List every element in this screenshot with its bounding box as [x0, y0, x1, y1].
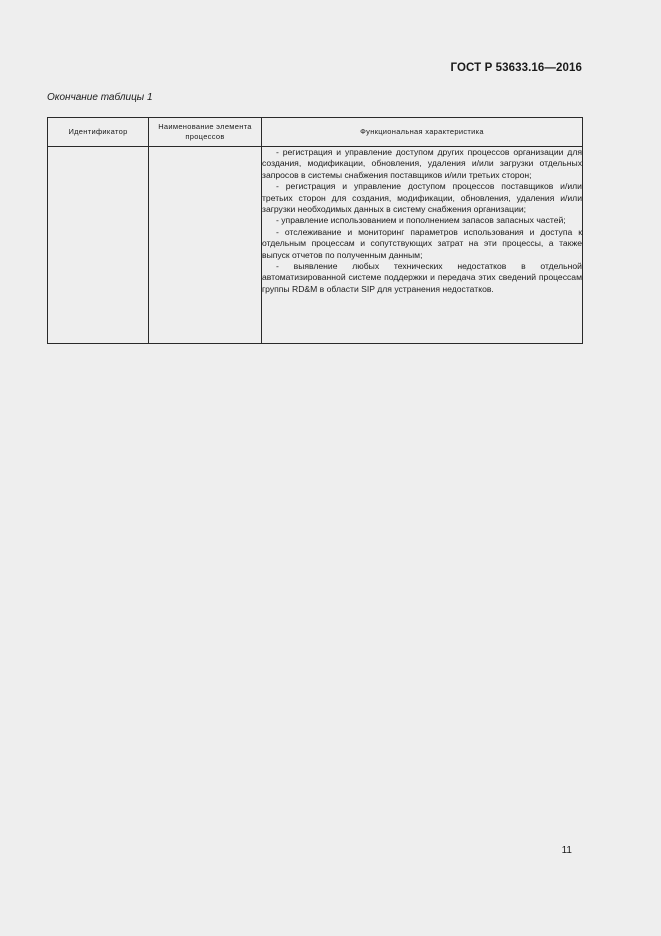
characteristics-table — [47, 117, 583, 344]
document-code: ГОСТ Р 53633.16—2016 — [450, 62, 582, 74]
column-header-functional-characteristic: Функциональная характеристика — [262, 118, 583, 147]
column-header-element-name: Наименование элемента процессов — [149, 118, 262, 147]
table-header-row — [48, 118, 583, 147]
element-name-cell — [149, 147, 262, 344]
page-number: 11 — [561, 845, 572, 856]
functional-characteristic-cell — [262, 147, 583, 344]
characteristic-item: - регистрация и управление доступом других процессов организации для создания, модификации, обновления, удаления и/или загрузки отдельных запросов в системы снабжения поставщиков и/или третьих сторон; — [262, 147, 582, 180]
identifier-cell — [48, 147, 149, 344]
characteristic-item: - управление использованием и пополнением запасов запасных частей; — [276, 215, 566, 226]
characteristic-item: - выявление любых технических недостатков в отдельной автоматизированной системе поддержки и передача этих сведений процессам группы RD&M в области SIP для устранения недостатков. — [262, 261, 582, 294]
table-row — [48, 147, 583, 344]
column-header-identifier: Идентификатор — [48, 118, 149, 147]
characteristic-item: - регистрация и управление доступом процессов поставщиков и/или третьих сторон для создания, модификации, обновления, удаления и/или загрузки необходимых данных в систему снабжения организации; — [262, 181, 582, 215]
table-caption: Окончание таблицы 1 — [47, 92, 153, 103]
characteristic-item: - отслеживание и мониторинг параметров использования и доступа к отдельным процессам и сопутствующих затрат на эти процессы, а также выпуск отчетов по полученным данным; — [262, 226, 582, 260]
